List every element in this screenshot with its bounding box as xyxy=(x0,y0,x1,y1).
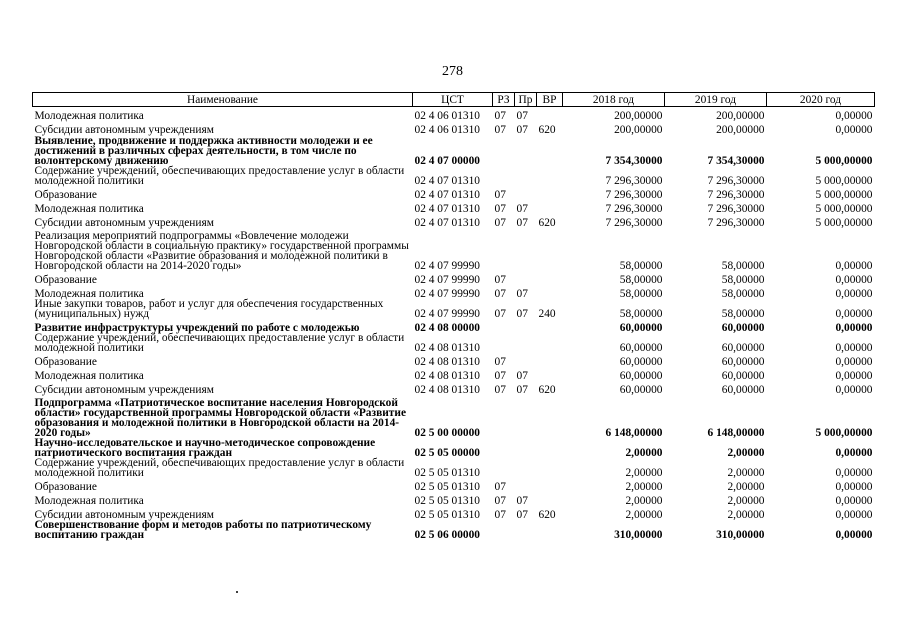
row-rz: 07 xyxy=(494,217,506,229)
row-2020: 5 000,00000 xyxy=(815,155,873,167)
row-pr xyxy=(515,458,537,478)
row-cst: 02 4 07 99990 xyxy=(414,288,480,300)
row-2020: 0,00000 xyxy=(835,342,873,354)
row-rz xyxy=(493,319,515,333)
row-pr: 07 xyxy=(516,203,528,215)
row-rz: 07 xyxy=(494,495,506,507)
row-cst: 02 4 08 01310 xyxy=(414,342,480,354)
row-pr: 07 xyxy=(516,288,528,300)
header-rz: РЗ xyxy=(493,93,515,107)
row-pr xyxy=(515,478,537,492)
row-pr xyxy=(515,186,537,200)
table-row xyxy=(33,121,875,135)
row-2018: 60,00000 xyxy=(619,356,663,368)
row-cst: 02 4 07 01310 xyxy=(414,175,480,187)
row-pr: 07 xyxy=(516,495,528,507)
row-vr xyxy=(537,520,563,540)
header-name: Наименование xyxy=(33,93,413,107)
row-rz: 07 xyxy=(494,509,506,521)
row-2020: 0,00000 xyxy=(835,124,873,136)
table-row xyxy=(33,214,875,228)
row-vr xyxy=(537,458,563,478)
header-cst: ЦСТ xyxy=(413,93,493,107)
row-2018: 200,00000 xyxy=(614,110,663,122)
row-name: Молодежная политика xyxy=(34,370,144,382)
row-2018: 310,00000 xyxy=(614,529,663,541)
table-row xyxy=(33,285,875,299)
row-2020: 0,00000 xyxy=(835,356,873,368)
table-row xyxy=(33,478,875,492)
row-name: Научно-исследовательское и научно-методическое сопровождение патриотического воспитания граждан xyxy=(34,437,376,459)
row-name: Выявление, продвижение и поддержка активности молодежи и ее достижений в различных сферах деятельности, в том числе по волонтерскому движению xyxy=(34,135,373,167)
row-cst: 02 5 05 01310 xyxy=(414,495,480,507)
row-rz: 07 xyxy=(494,370,506,382)
row-2019: 60,00000 xyxy=(721,322,765,334)
row-name: Совершенствование форм и методов работы по патриотическому воспитанию граждан xyxy=(34,519,372,541)
row-2018: 58,00000 xyxy=(619,274,663,286)
table-row xyxy=(33,166,875,186)
row-2019: 2,00000 xyxy=(727,495,765,507)
row-cst: 02 4 07 99990 xyxy=(414,308,480,320)
row-vr xyxy=(537,135,563,166)
row-vr: 620 xyxy=(538,509,556,521)
row-pr xyxy=(515,271,537,285)
row-pr xyxy=(515,319,537,333)
table-row xyxy=(33,492,875,506)
row-cst: 02 4 06 01310 xyxy=(414,110,480,122)
row-2018: 60,00000 xyxy=(619,322,663,334)
header-2019: 2019 год xyxy=(665,93,767,107)
row-2019: 58,00000 xyxy=(721,288,765,300)
table-row xyxy=(33,200,875,214)
row-2020: 5 000,00000 xyxy=(815,217,873,229)
table-row xyxy=(33,381,875,395)
row-pr: 07 xyxy=(516,308,528,320)
row-name: Субсидии автономным учреждениям xyxy=(34,509,214,521)
row-2019: 60,00000 xyxy=(721,356,765,368)
row-2019: 7 296,30000 xyxy=(707,203,765,215)
row-rz xyxy=(493,166,515,186)
row-2020: 0,00000 xyxy=(835,274,873,286)
row-cst: 02 5 00 00000 xyxy=(414,427,480,439)
row-name: Молодежная политика xyxy=(34,110,144,122)
row-vr xyxy=(537,367,563,381)
row-cst: 02 4 07 00000 xyxy=(414,155,480,167)
row-vr: 620 xyxy=(538,384,556,396)
row-name: Молодежная политика xyxy=(34,495,144,507)
row-pr xyxy=(515,395,537,438)
row-2018: 60,00000 xyxy=(619,342,663,354)
row-cst: 02 5 05 01310 xyxy=(414,481,480,493)
row-name: Образование xyxy=(34,274,97,286)
row-rz: 07 xyxy=(494,124,506,136)
row-2018: 7 296,30000 xyxy=(605,189,663,201)
row-2019: 2,00000 xyxy=(727,509,765,521)
row-pr xyxy=(515,438,537,458)
row-cst: 02 4 07 01310 xyxy=(414,189,480,201)
row-rz xyxy=(493,458,515,478)
budget-table xyxy=(32,92,875,540)
header-vr: ВР xyxy=(537,93,563,107)
row-name: Образование xyxy=(34,356,97,368)
row-vr xyxy=(537,200,563,214)
row-2019: 58,00000 xyxy=(721,308,765,320)
row-2019: 2,00000 xyxy=(727,467,765,479)
table-row xyxy=(33,438,875,458)
table-row xyxy=(33,228,875,271)
row-rz: 07 xyxy=(494,288,506,300)
row-rz xyxy=(493,520,515,540)
row-pr: 07 xyxy=(516,110,528,122)
row-vr xyxy=(537,492,563,506)
row-vr: 240 xyxy=(538,308,556,320)
row-2019: 6 148,00000 xyxy=(707,427,765,439)
row-pr xyxy=(515,520,537,540)
row-name: Реализация мероприятий подпрограммы «Вовлечение молодежи Новгородской области в социальную практику» государственной программы Новгородской области «Развитие образования и молодежной политики в Новгородской области на 2014-2020 годы» xyxy=(34,230,409,272)
row-2018: 58,00000 xyxy=(619,260,663,272)
row-2019: 2,00000 xyxy=(727,447,765,459)
table-row xyxy=(33,395,875,438)
row-2018: 2,00000 xyxy=(625,447,663,459)
table-row xyxy=(33,458,875,478)
row-2018: 58,00000 xyxy=(619,288,663,300)
table-row xyxy=(33,319,875,333)
table-body xyxy=(33,107,875,541)
row-cst: 02 4 07 99990 xyxy=(414,274,480,286)
row-pr: 07 xyxy=(516,217,528,229)
row-rz: 07 xyxy=(494,189,506,201)
row-2020: 0,00000 xyxy=(835,110,873,122)
row-2020: 0,00000 xyxy=(835,384,873,396)
row-name: Содержание учреждений, обеспечивающих предоставление услуг в области молодежной политики xyxy=(34,457,405,479)
row-name: Образование xyxy=(34,189,97,201)
row-2020: 0,00000 xyxy=(835,322,873,334)
row-cst: 02 5 05 01310 xyxy=(414,467,480,479)
row-2019: 60,00000 xyxy=(721,384,765,396)
row-rz xyxy=(493,135,515,166)
row-vr xyxy=(537,228,563,271)
row-cst: 02 4 08 00000 xyxy=(414,322,480,334)
row-cst: 02 4 08 01310 xyxy=(414,384,480,396)
row-vr xyxy=(537,107,563,122)
header-2020: 2020 год xyxy=(767,93,875,107)
row-2019: 7 296,30000 xyxy=(707,175,765,187)
row-cst: 02 5 06 00000 xyxy=(414,529,480,541)
row-pr: 07 xyxy=(516,509,528,521)
row-pr xyxy=(515,228,537,271)
row-2018: 7 354,30000 xyxy=(605,155,663,167)
row-2020: 0,00000 xyxy=(835,495,873,507)
row-2018: 60,00000 xyxy=(619,370,663,382)
row-rz: 07 xyxy=(494,356,506,368)
row-2019: 58,00000 xyxy=(721,260,765,272)
row-pr xyxy=(515,135,537,166)
row-2020: 0,00000 xyxy=(835,260,873,272)
table-row xyxy=(33,353,875,367)
row-name: Молодежная политика xyxy=(34,288,144,300)
row-rz xyxy=(493,228,515,271)
row-2019: 7 296,30000 xyxy=(707,189,765,201)
row-2019: 310,00000 xyxy=(716,529,765,541)
row-name: Образование xyxy=(34,481,97,493)
row-cst: 02 4 07 99990 xyxy=(414,260,480,272)
row-2018: 2,00000 xyxy=(625,509,663,521)
row-2018: 6 148,00000 xyxy=(605,427,663,439)
row-2019: 200,00000 xyxy=(716,110,765,122)
row-rz: 07 xyxy=(494,481,506,493)
row-vr xyxy=(537,319,563,333)
row-2020: 5 000,00000 xyxy=(815,427,873,439)
row-2020: 0,00000 xyxy=(835,509,873,521)
row-rz: 07 xyxy=(494,110,506,122)
row-vr xyxy=(537,186,563,200)
row-pr xyxy=(515,353,537,367)
table-row xyxy=(33,367,875,381)
table-row xyxy=(33,520,875,540)
table-row xyxy=(33,333,875,353)
row-rz: 07 xyxy=(494,384,506,396)
row-vr xyxy=(537,285,563,299)
row-cst: 02 5 05 00000 xyxy=(414,447,480,459)
row-name: Иные закупки товаров, работ и услуг для обеспечения государственных (муниципальных) нужд xyxy=(34,298,384,320)
row-rz: 07 xyxy=(494,203,506,215)
table-row xyxy=(33,506,875,520)
row-cst: 02 4 07 01310 xyxy=(414,217,480,229)
row-2018: 60,00000 xyxy=(619,384,663,396)
table-row xyxy=(33,186,875,200)
row-2019: 58,00000 xyxy=(721,274,765,286)
row-rz xyxy=(493,333,515,353)
row-vr xyxy=(537,166,563,186)
row-vr xyxy=(537,438,563,458)
table-row xyxy=(33,135,875,166)
row-2018: 2,00000 xyxy=(625,481,663,493)
row-2018: 7 296,30000 xyxy=(605,217,663,229)
row-vr xyxy=(537,353,563,367)
row-name: Содержание учреждений, обеспечивающих предоставление услуг в области молодежной политики xyxy=(34,332,405,354)
row-pr: 07 xyxy=(516,384,528,396)
header-2018: 2018 год xyxy=(563,93,665,107)
row-name: Содержание учреждений, обеспечивающих предоставление услуг в области молодежной политики xyxy=(34,165,405,187)
row-vr: 620 xyxy=(538,124,556,136)
row-rz xyxy=(493,395,515,438)
row-vr xyxy=(537,478,563,492)
row-2018: 7 296,30000 xyxy=(605,203,663,215)
row-2019: 60,00000 xyxy=(721,370,765,382)
row-pr: 07 xyxy=(516,124,528,136)
row-pr: 07 xyxy=(516,370,528,382)
table-row xyxy=(33,299,875,319)
row-2018: 7 296,30000 xyxy=(605,175,663,187)
row-2019: 200,00000 xyxy=(716,124,765,136)
row-2020: 0,00000 xyxy=(835,529,873,541)
row-name: Субсидии автономным учреждениям xyxy=(34,217,214,229)
row-cst: 02 4 06 01310 xyxy=(414,124,480,136)
row-vr xyxy=(537,395,563,438)
row-2019: 60,00000 xyxy=(721,342,765,354)
page-number: 278 xyxy=(442,64,463,79)
row-2019: 7 354,30000 xyxy=(707,155,765,167)
row-name: Молодежная политика xyxy=(34,203,144,215)
row-name: Субсидии автономным учреждениям xyxy=(34,124,214,136)
row-rz: 07 xyxy=(494,274,506,286)
header-pr: Пр xyxy=(515,93,537,107)
row-vr: 620 xyxy=(538,217,556,229)
row-2020: 5 000,00000 xyxy=(815,175,873,187)
row-2018: 2,00000 xyxy=(625,495,663,507)
row-vr xyxy=(537,271,563,285)
table-header xyxy=(33,93,875,107)
table-row xyxy=(33,107,875,122)
row-2020: 0,00000 xyxy=(835,447,873,459)
row-2020: 5 000,00000 xyxy=(815,189,873,201)
row-name: Развитие инфраструктуры учреждений по работе с молодежью xyxy=(34,322,360,334)
table-row xyxy=(33,271,875,285)
row-rz: 07 xyxy=(494,308,506,320)
row-cst: 02 4 08 01310 xyxy=(414,356,480,368)
row-2020: 0,00000 xyxy=(835,467,873,479)
row-cst: 02 5 05 01310 xyxy=(414,509,480,521)
row-cst: 02 4 07 01310 xyxy=(414,203,480,215)
row-2019: 2,00000 xyxy=(727,481,765,493)
row-vr xyxy=(537,333,563,353)
row-2018: 58,00000 xyxy=(619,308,663,320)
row-rz xyxy=(493,438,515,458)
row-pr xyxy=(515,333,537,353)
stray-dot xyxy=(236,591,238,593)
row-2018: 2,00000 xyxy=(625,467,663,479)
row-2020: 0,00000 xyxy=(835,308,873,320)
row-name: Субсидии автономным учреждениям xyxy=(34,384,214,396)
row-2018: 200,00000 xyxy=(614,124,663,136)
row-2020: 0,00000 xyxy=(835,481,873,493)
row-pr xyxy=(515,166,537,186)
row-2019: 7 296,30000 xyxy=(707,217,765,229)
row-2020: 0,00000 xyxy=(835,370,873,382)
row-2020: 0,00000 xyxy=(835,288,873,300)
row-name: Подпрограмма «Патриотическое воспитание населения Новгородской области» государственной программы Новгородской области «Развитие образования и молодежной политики в Новгородской области на 2014-2020 годы» xyxy=(34,397,407,439)
row-2020: 5 000,00000 xyxy=(815,203,873,215)
row-cst: 02 4 08 01310 xyxy=(414,370,480,382)
